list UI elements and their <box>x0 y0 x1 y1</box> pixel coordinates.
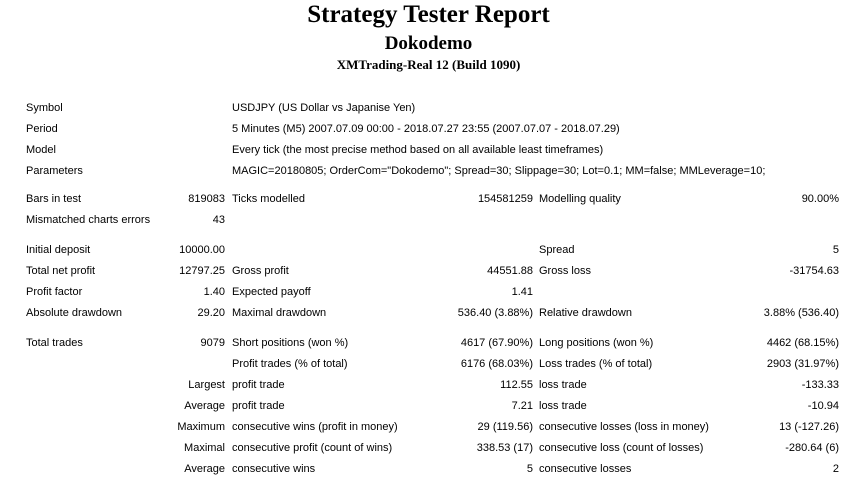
average-loss-value: -10.94 <box>807 400 839 412</box>
absolute-drawdown-value: 29.20 <box>197 307 225 319</box>
server-build: XMTrading-Real 12 (Build 1090) <box>336 57 521 72</box>
profit-factor-value: 1.40 <box>203 286 225 298</box>
largest-profit-value: 112.55 <box>500 379 533 391</box>
expected-payoff-label: Expected payoff <box>232 286 311 298</box>
long-positions-value: 4462 (68.15%) <box>766 337 839 349</box>
expert-name: Dokodemo <box>384 33 473 54</box>
symbol-value: USDJPY (US Dollar vs Japanise Yen) <box>232 102 416 114</box>
average-profit-value: 7.21 <box>511 400 533 412</box>
largest-prefix: Largest <box>188 379 225 391</box>
ticks-label: Ticks modelled <box>232 193 305 205</box>
bars-label: Bars in test <box>26 193 82 205</box>
average-consecutive-wins-value: 5 <box>526 463 533 475</box>
max-consecutive-wins-value: 29 (119.56) <box>477 421 533 433</box>
relative-drawdown-label: Relative drawdown <box>539 307 632 319</box>
profit-trades-label: Profit trades (% of total) <box>232 358 348 370</box>
maximal-consecutive-loss-label: consecutive loss (count of losses) <box>539 442 704 454</box>
largest-loss-value: -133.33 <box>801 379 839 391</box>
largest-loss-label: loss trade <box>539 379 587 391</box>
expected-payoff-value: 1.41 <box>511 286 533 298</box>
spread-label: Spread <box>539 244 575 256</box>
parameters-value: MAGIC=20180805; OrderCom="Dokodemo"; Spread=30; Slippage=30; Lot=0.1; MM=false; MMLeverage=10; <box>232 165 766 177</box>
average-consecutive-losses-label: consecutive losses <box>539 463 632 475</box>
max-consecutive-losses-value: 13 (-127.26) <box>779 421 839 433</box>
total-trades-value: 9079 <box>200 337 225 349</box>
quality-value: 90.00% <box>801 193 839 205</box>
average-prefix: Average <box>184 400 225 412</box>
short-positions-value: 4617 (67.90%) <box>460 337 533 349</box>
max-consecutive-losses-label: consecutive losses (loss in money) <box>539 421 709 433</box>
ticks-value: 154581259 <box>477 193 533 205</box>
maximum-prefix: Maximum <box>177 421 225 433</box>
relative-drawdown-value: 3.88% (536.40) <box>763 307 839 319</box>
model-value: Every tick (the most precise method based on all available least timeframes) <box>232 144 604 156</box>
initial-deposit-value: 10000.00 <box>179 244 225 256</box>
quality-label: Modelling quality <box>539 193 621 205</box>
average-consecutive-wins-label: consecutive wins <box>232 463 316 475</box>
average-profit-label: profit trade <box>232 400 285 412</box>
average-consecutive-prefix: Average <box>184 463 225 475</box>
total-trades-label: Total trades <box>26 337 83 349</box>
loss-trades-value: 2903 (31.97%) <box>766 358 839 370</box>
report-title: Strategy Tester Report <box>307 1 550 28</box>
parameters-label: Parameters <box>26 165 83 177</box>
spread-value: 5 <box>832 244 839 256</box>
loss-trades-label: Loss trades (% of total) <box>539 358 653 370</box>
max-consecutive-wins-label: consecutive wins (profit in money) <box>232 421 398 433</box>
maximal-prefix: Maximal <box>184 442 225 454</box>
period-value: 5 Minutes (M5) 2007.07.09 00:00 - 2018.07.27 23:55 (2007.07.07 - 2018.07.29) <box>232 123 620 135</box>
profit-trades-value: 6176 (68.03%) <box>460 358 533 370</box>
maximal-drawdown-value: 536.40 (3.88%) <box>457 307 533 319</box>
short-positions-label: Short positions (won %) <box>232 337 349 349</box>
symbol-label: Symbol <box>26 102 63 114</box>
profit-factor-label: Profit factor <box>26 286 83 298</box>
gross-loss-label: Gross loss <box>539 265 591 277</box>
net-profit-value: 12797.25 <box>179 265 225 277</box>
largest-profit-label: profit trade <box>232 379 285 391</box>
gross-loss-value: -31754.63 <box>789 265 839 277</box>
maximal-consecutive-loss-value: -280.64 (6) <box>785 442 839 454</box>
mismatched-value: 43 <box>212 214 225 226</box>
mismatched-label: Mismatched charts errors <box>26 214 151 226</box>
model-label: Model <box>26 144 56 156</box>
maximal-drawdown-label: Maximal drawdown <box>232 307 327 319</box>
initial-deposit-label: Initial deposit <box>26 244 91 256</box>
average-consecutive-losses-value: 2 <box>832 463 839 475</box>
bars-value: 819083 <box>188 193 225 205</box>
average-loss-label: loss trade <box>539 400 587 412</box>
maximal-consecutive-profit-value: 338.53 (17) <box>476 442 533 454</box>
maximal-consecutive-profit-label: consecutive profit (count of wins) <box>232 442 393 454</box>
net-profit-label: Total net profit <box>26 265 96 277</box>
absolute-drawdown-label: Absolute drawdown <box>26 307 123 319</box>
gross-profit-value: 44551.88 <box>487 265 533 277</box>
period-label: Period <box>26 123 58 135</box>
gross-profit-label: Gross profit <box>232 265 289 277</box>
long-positions-label: Long positions (won %) <box>539 337 654 349</box>
